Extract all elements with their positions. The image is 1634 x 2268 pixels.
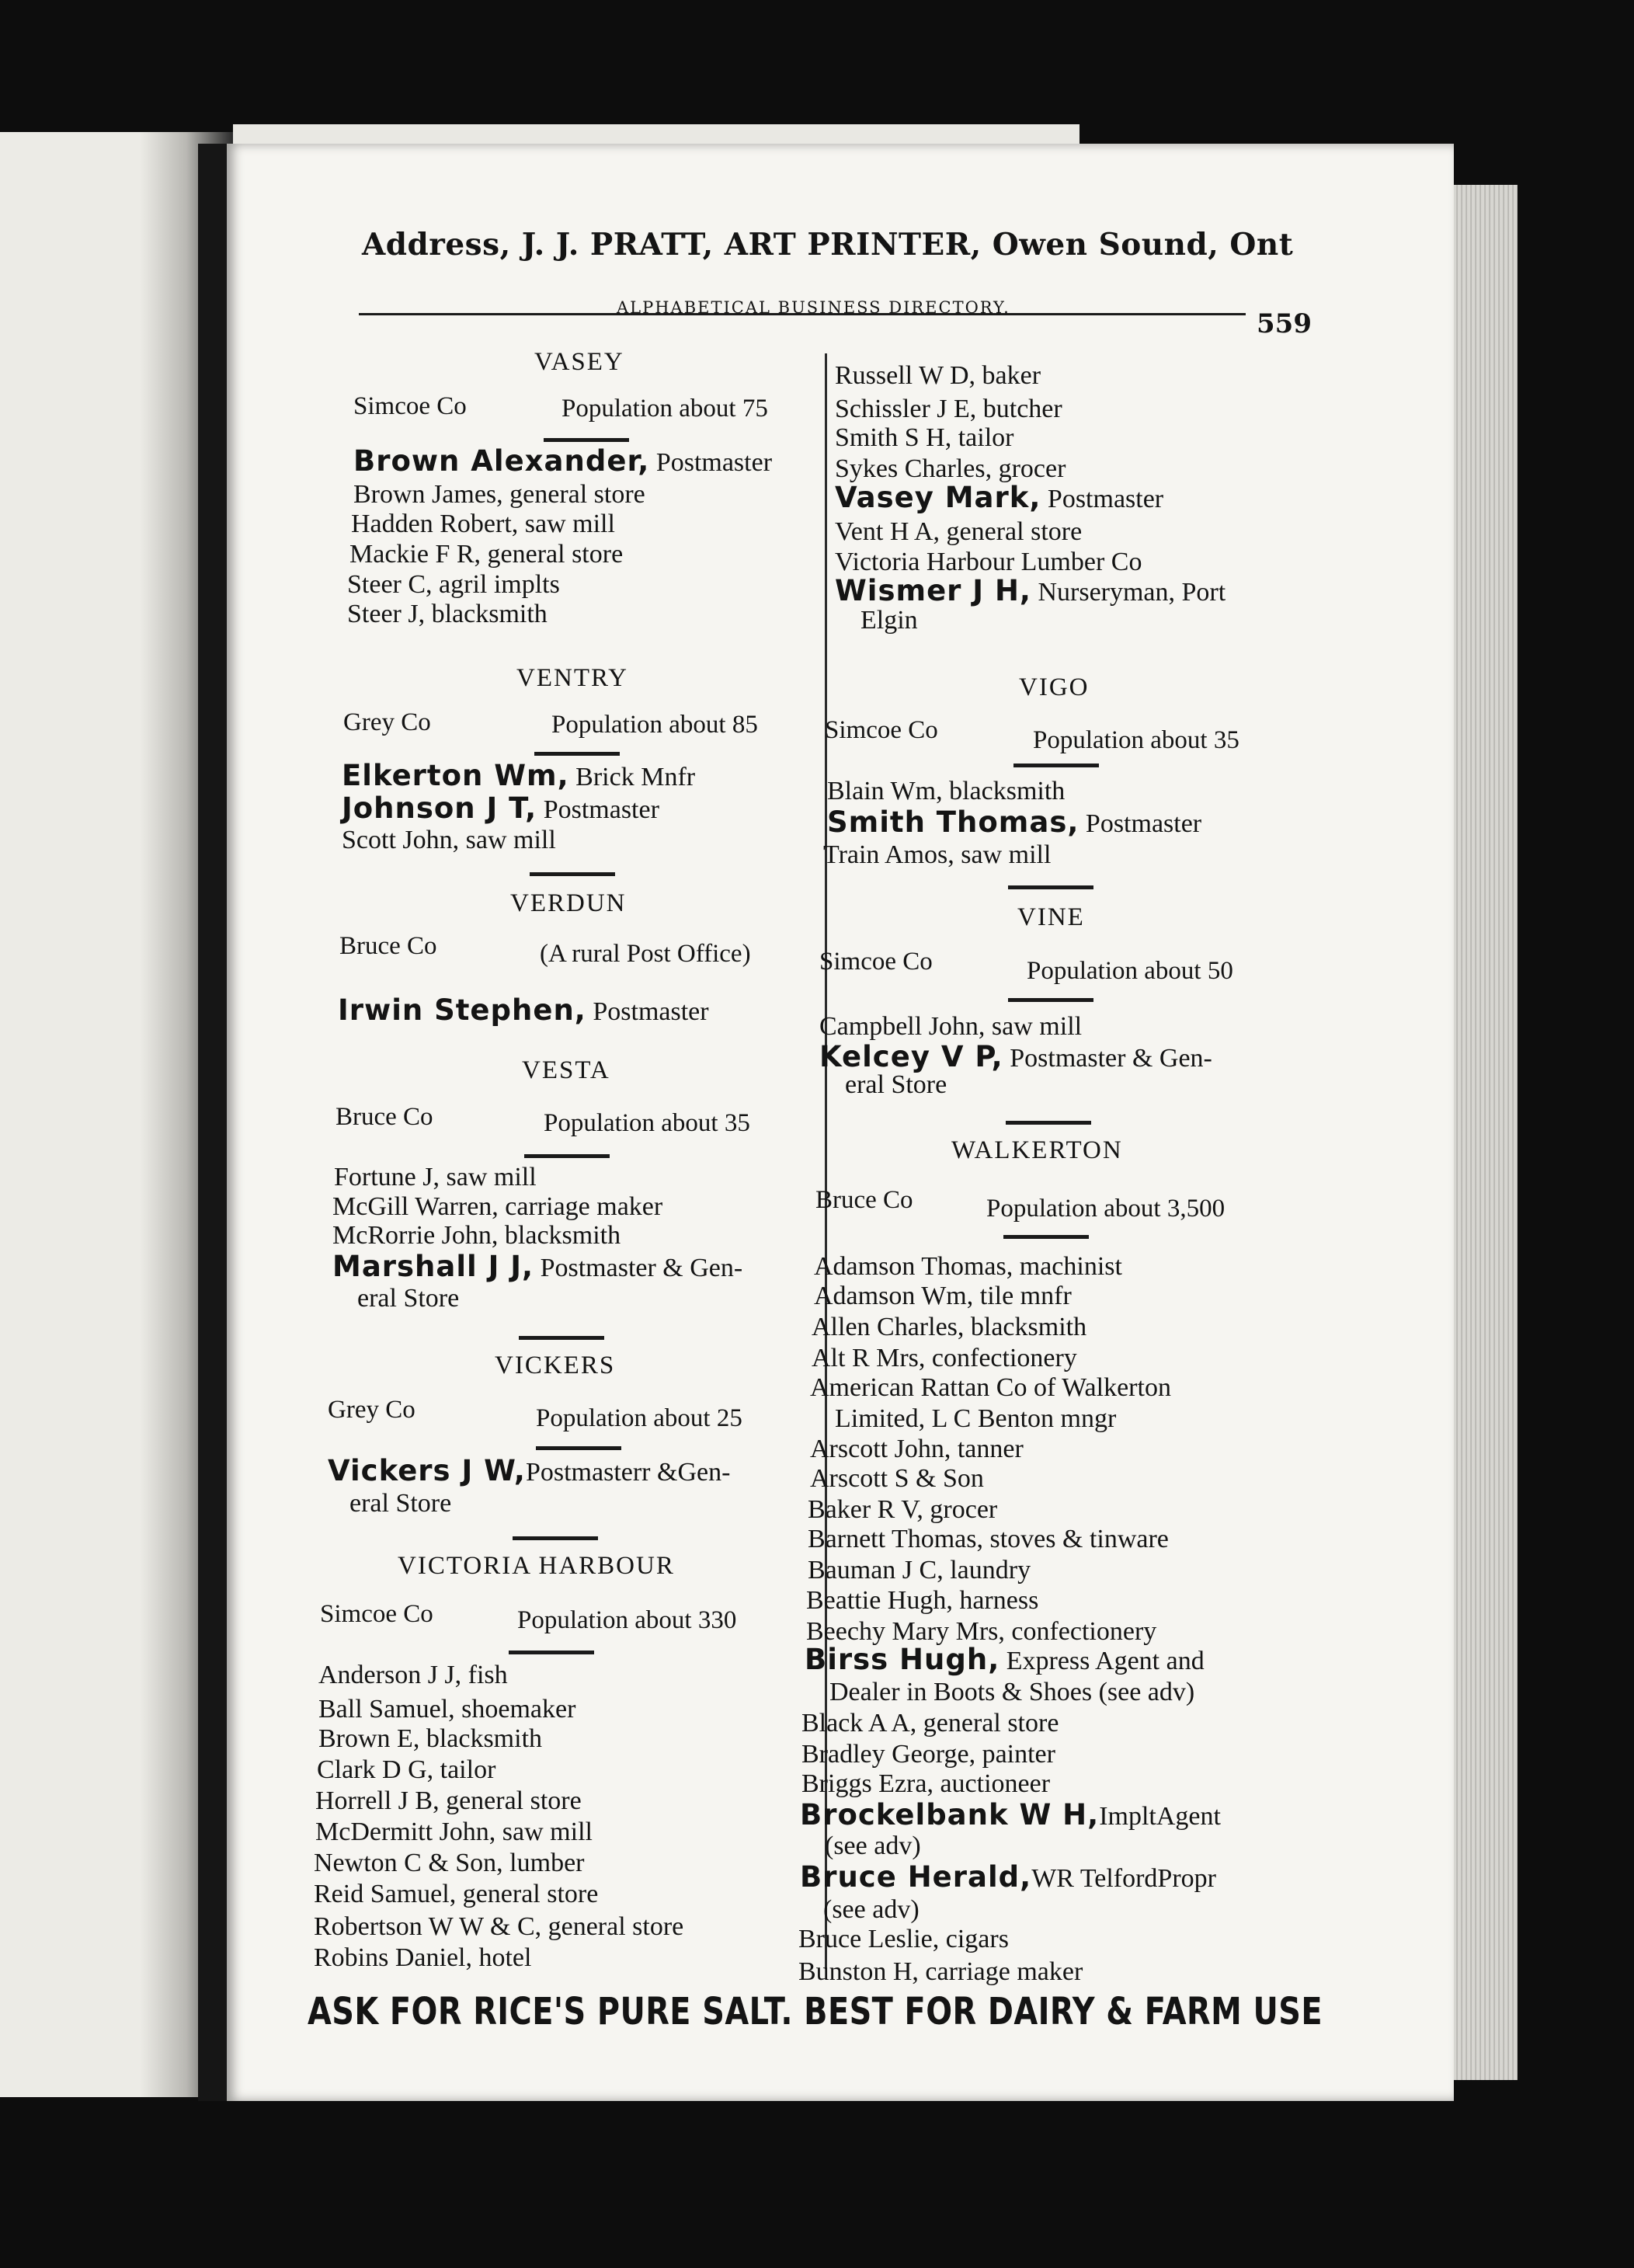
list-item: (see adv) <box>823 1895 920 1924</box>
section-rule <box>513 1536 598 1540</box>
section-rule <box>1008 885 1093 889</box>
town-heading-vesta: VESTA <box>522 1056 610 1084</box>
list-item: Beechy Mary Mrs, confectionery <box>806 1617 1157 1646</box>
list-item: Bunston H, carriage maker <box>798 1957 1083 1986</box>
list-item: Johnson J T, Postmaster <box>342 791 659 825</box>
town-heading-vickers: VICKERS <box>495 1351 616 1379</box>
list-item: Adamson Wm, tile mnfr <box>814 1282 1072 1310</box>
population-vickers: Population about 25 <box>536 1404 742 1432</box>
list-item: Russell W D, baker <box>835 361 1041 390</box>
salt-advertisement: ASK FOR RICE'S PURE SALT. BEST FOR DAIRY & FARM USE <box>308 1990 1323 2033</box>
town-heading-vasey: VASEY <box>534 348 624 376</box>
population-victoria-harbour: Population about 330 <box>517 1606 737 1634</box>
county-vigo: Simcoe Co <box>825 716 938 744</box>
list-item: Smith Thomas, Postmaster <box>827 805 1202 839</box>
section-rule <box>524 1154 610 1158</box>
list-item: Blain Wm, blacksmith <box>827 777 1066 805</box>
section-rule <box>536 1446 621 1450</box>
page-stack-edge <box>1454 185 1518 2080</box>
county-verdun: Bruce Co <box>339 932 437 960</box>
list-item: Brockelbank W H,ImpltAgent <box>800 1798 1221 1831</box>
list-item: Vent H A, general store <box>835 517 1083 546</box>
section-rule <box>1013 764 1099 767</box>
town-heading-victoria-harbour: VICTORIA HARBOUR <box>398 1552 675 1580</box>
list-item: Schissler J E, butcher <box>835 395 1062 423</box>
list-item: Marshall J J, Postmaster & Gen- <box>332 1250 743 1283</box>
list-item: Steer C, agril implts <box>347 570 560 599</box>
town-heading-vine: VINE <box>1017 903 1085 931</box>
list-item: Briggs Ezra, auctioneer <box>801 1769 1051 1798</box>
population-verdun: (A rural Post Office) <box>540 940 751 968</box>
list-item: (see adv) <box>825 1831 921 1860</box>
list-item: Hadden Robert, saw mill <box>351 510 615 538</box>
population-vasey: Population about 75 <box>561 395 768 423</box>
section-rule <box>1006 1121 1091 1125</box>
list-item: Scott John, saw mill <box>342 826 556 854</box>
list-item: Train Amos, saw mill <box>823 840 1052 869</box>
list-item: Mackie F R, general store <box>349 540 624 569</box>
list-item: Elkerton Wm, Brick Mnfr <box>342 759 696 792</box>
population-vigo: Population about 35 <box>1033 726 1239 754</box>
list-item: eral Store <box>349 1489 452 1518</box>
list-item: eral Store <box>357 1284 460 1313</box>
list-item: Clark D G, tailor <box>317 1755 496 1784</box>
section-rule <box>1008 998 1093 1002</box>
list-item: Robins Daniel, hotel <box>314 1943 532 1972</box>
directory-subtitle: ALPHABETICAL BUSINESS DIRECTORY. <box>617 298 1010 317</box>
list-item: Campbell John, saw mill <box>819 1012 1083 1041</box>
list-item: Birss Hugh, Express Agent and <box>805 1643 1205 1676</box>
list-item: Bauman J C, laundry <box>808 1556 1031 1584</box>
list-item: Wismer J H, Nurseryman, Port <box>835 574 1226 607</box>
printer-address-header: Address, J. J. PRATT, ART PRINTER, Owen Sound, Ont <box>362 227 1294 263</box>
book-spine <box>198 144 229 2101</box>
list-item: McDermitt John, saw mill <box>315 1818 593 1846</box>
list-item: Brown James, general store <box>353 480 645 509</box>
list-item: Horrell J B, general store <box>315 1786 582 1815</box>
list-item: Limited, L C Benton mngr <box>835 1404 1117 1433</box>
list-item: Ball Samuel, shoemaker <box>318 1695 576 1724</box>
population-walkerton: Population about 3,500 <box>986 1195 1226 1223</box>
population-ventry: Population about 85 <box>551 711 758 739</box>
list-item: Allen Charles, blacksmith <box>812 1313 1087 1341</box>
list-item: Vickers J W,Postmasterr &Gen- <box>328 1454 731 1487</box>
list-item: Reid Samuel, general store <box>314 1880 599 1908</box>
list-item: Vasey Mark, Postmaster <box>835 481 1164 514</box>
section-rule <box>509 1651 594 1654</box>
list-item: Bradley George, painter <box>801 1740 1055 1769</box>
list-item: Brown E, blacksmith <box>318 1724 543 1753</box>
county-vickers: Grey Co <box>328 1396 415 1424</box>
section-rule <box>534 752 620 756</box>
list-item: Sykes Charles, grocer <box>835 454 1066 483</box>
list-item: American Rattan Co of Walkerton <box>810 1373 1171 1402</box>
section-rule <box>544 438 629 442</box>
list-item: Irwin Stephen, Postmaster <box>338 993 709 1027</box>
list-item: Baker R V, grocer <box>808 1495 998 1524</box>
list-item: Arscott S & Son <box>810 1464 984 1493</box>
town-heading-walkerton: WALKERTON <box>951 1136 1123 1164</box>
county-victoria-harbour: Simcoe Co <box>320 1600 433 1628</box>
list-item: Fortune J, saw mill <box>334 1163 537 1191</box>
list-item: Elgin <box>860 606 918 635</box>
population-vesta: Population about 35 <box>544 1109 750 1137</box>
list-item: Steer J, blacksmith <box>347 600 548 628</box>
section-rule <box>519 1336 604 1340</box>
list-item: Alt R Mrs, confectionery <box>812 1344 1077 1372</box>
list-item: Adamson Thomas, machinist <box>814 1252 1122 1281</box>
county-walkerton: Bruce Co <box>815 1186 913 1214</box>
list-item: McRorrie John, blacksmith <box>332 1221 621 1250</box>
population-vine: Population about 50 <box>1027 957 1233 985</box>
list-item: Bruce Herald,WR TelfordPropr <box>800 1860 1216 1894</box>
list-item: Bruce Leslie, cigars <box>798 1925 1009 1953</box>
list-item: Arscott John, tanner <box>810 1435 1024 1463</box>
list-item: Dealer in Boots & Shoes (see adv) <box>829 1678 1195 1706</box>
list-item: Newton C & Son, lumber <box>314 1849 585 1877</box>
section-rule <box>1003 1235 1089 1239</box>
list-item: Black A A, general store <box>801 1709 1059 1738</box>
page-number: 559 <box>1257 308 1312 339</box>
list-item: eral Store <box>845 1070 947 1099</box>
county-ventry: Grey Co <box>343 708 431 736</box>
list-item: McGill Warren, carriage maker <box>332 1192 663 1221</box>
list-item: Barnett Thomas, stoves & tinware <box>808 1525 1169 1553</box>
town-heading-ventry: VENTRY <box>516 664 628 692</box>
county-vasey: Simcoe Co <box>353 392 467 420</box>
list-item: Beattie Hugh, harness <box>806 1586 1039 1615</box>
list-item: Smith S H, tailor <box>835 423 1014 452</box>
list-item: Kelcey V P, Postmaster & Gen- <box>819 1040 1212 1073</box>
county-vesta: Bruce Co <box>335 1103 433 1131</box>
county-vine: Simcoe Co <box>819 948 933 976</box>
list-item: Anderson J J, fish <box>318 1661 508 1689</box>
list-item: Victoria Harbour Lumber Co <box>835 548 1142 576</box>
town-heading-vigo: VIGO <box>1019 673 1090 701</box>
list-item: Brown Alexander, Postmaster <box>353 444 773 478</box>
list-item: Robertson W W & C, general store <box>314 1912 684 1941</box>
section-rule <box>530 872 615 876</box>
town-heading-verdun: VERDUN <box>510 889 627 917</box>
